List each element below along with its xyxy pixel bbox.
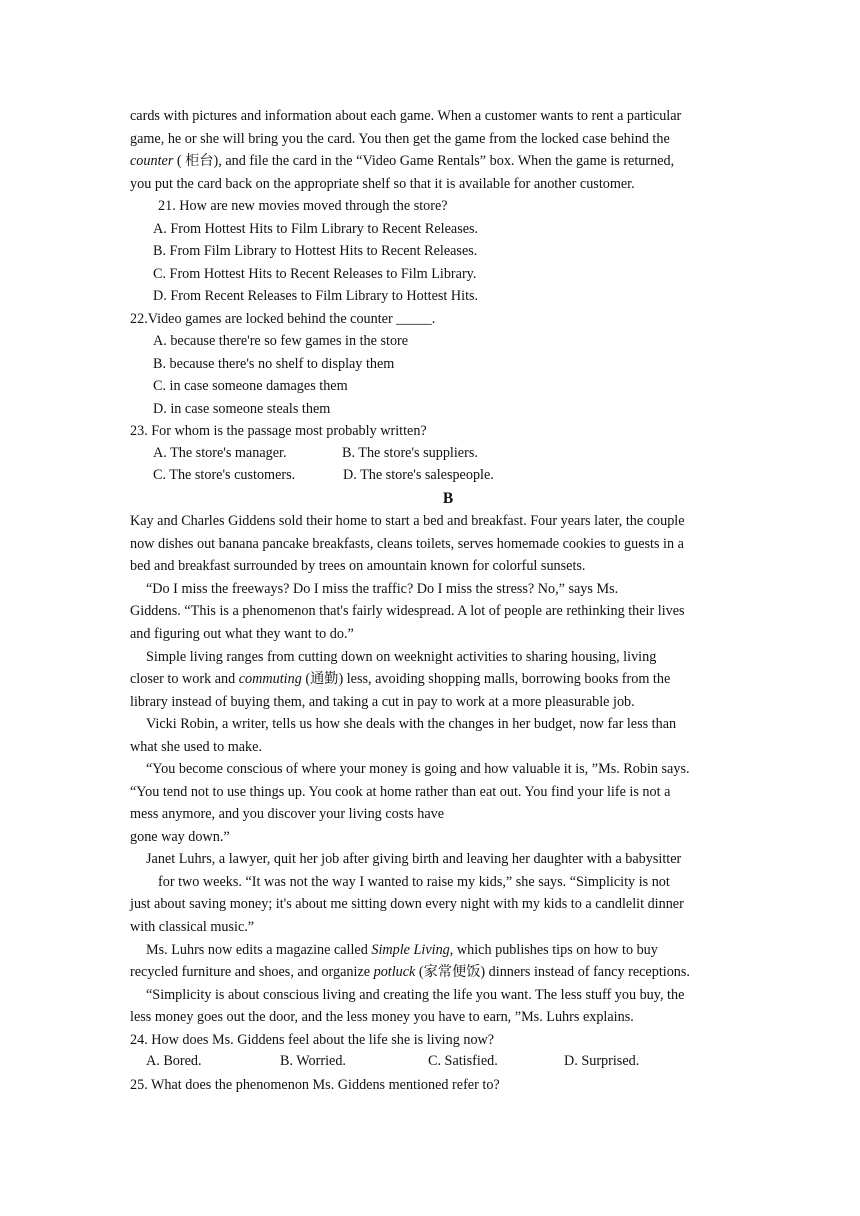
question-21-option-a: A. From Hottest Hits to Film Library to Recent Releases. (153, 221, 479, 237)
passage-b-line: what she used to make. (130, 739, 262, 755)
passage-b-line: now dishes out banana pancake breakfasts, cleans toilets, serves homemade cookies to guests in a (130, 536, 684, 552)
passage-b-text: (家常便饭) dinners instead of fancy receptions. (415, 964, 690, 980)
passage-a-line: game, he or she will bring you the card. You then get the game from the locked case behind the (130, 131, 670, 147)
question-23-option-b: B. The store's suppliers. (342, 445, 478, 461)
passage-b-text: recycled furniture and shoes, and organize (130, 964, 374, 980)
passage-b-line: just about saving money; it's about me sitting down every night with my kids to a candlelit dinner (130, 896, 684, 912)
commuting-word: commuting (238, 671, 302, 687)
passage-b-text: closer to work and (130, 671, 239, 687)
passage-b-line: “You become conscious of where your money is going and how valuable it is, ”Ms. Robin says. (146, 761, 690, 777)
question-21-option-c: C. From Hottest Hits to Recent Releases to Film Library. (153, 266, 477, 282)
question-23-stem: 23. For whom is the passage most probably written? (130, 423, 427, 439)
passage-a-line (130, 152, 674, 170)
passage-b-line: “Simplicity is about conscious living and creating the life you want. The less stuff you buy, the (146, 987, 685, 1003)
passage-a-text: , and file the card in the “Video Game Rentals” box. When the game is returned, (218, 153, 675, 169)
passage-b-line (146, 941, 658, 959)
question-22-stem: 22.Video games are locked behind the counter _____. (130, 311, 436, 327)
question-24-option-d: D. Surprised. (564, 1053, 640, 1069)
question-22-option-c: C. in case someone damages them (153, 378, 348, 394)
passage-b-line: bed and breakfast surrounded by trees on amountain known for colorful sunsets. (130, 558, 586, 574)
question-21-stem: 21. How are new movies moved through the store? (158, 198, 448, 214)
passage-b-line: Simple living ranges from cutting down on weeknight activities to sharing housing, living (146, 649, 657, 665)
question-25-stem: 25. What does the phenomenon Ms. Giddens mentioned refer to? (130, 1077, 500, 1093)
question-24-option-a: A. Bored. (146, 1053, 202, 1069)
passage-b-line: Giddens. “This is a phenomenon that's fairly widespread. A lot of people are rethinking their lives (130, 603, 685, 619)
passage-b-line: less money goes out the door, and the less money you have to earn, ”Ms. Luhrs explains. (130, 1009, 634, 1025)
question-22-option-a: A. because there're so few games in the store (153, 333, 409, 349)
passage-b-line: “You tend not to use things up. You cook at home rather than eat out. You find your life is not a (130, 784, 671, 800)
passage-b-line: and figuring out what they want to do.” (130, 626, 354, 642)
question-24-option-c: C. Satisfied. (428, 1053, 498, 1069)
passage-b-line: Vicki Robin, a writer, tells us how she deals with the changes in her budget, now far less than (146, 716, 677, 732)
passage-b-line: for two weeks. “It was not the way I wanted to raise my kids,” she says. “Simplicity is not (158, 874, 670, 890)
counter-word: counter (130, 153, 174, 169)
passage-b-line: mess anymore, and you discover your living costs have (130, 806, 445, 822)
passage-b-line: Kay and Charles Giddens sold their home to start a bed and breakfast. Four years later, the couple (130, 513, 685, 529)
question-23-option-a: A. The store's manager. (153, 445, 287, 461)
passage-b-text: , which publishes tips on how to buy (449, 942, 658, 958)
question-24-option-b: B. Worried. (280, 1053, 346, 1069)
passage-b-text: Ms. Luhrs now edits a magazine called (146, 942, 372, 958)
passage-a-line: cards with pictures and information about each game. When a customer wants to rent a particular (130, 108, 682, 124)
passage-b-line: gone way down.” (130, 829, 230, 845)
question-22-option-b: B. because there's no shelf to display them (153, 356, 395, 372)
magazine-title: Simple Living (371, 942, 450, 958)
passage-b-line (130, 670, 670, 688)
question-24-stem: 24. How does Ms. Giddens feel about the life she is living now? (130, 1032, 495, 1048)
question-22-option-d: D. in case someone steals them (153, 401, 331, 417)
passage-a-line: you put the card back on the appropriate shelf so that it is available for another customer. (130, 176, 635, 192)
counter-gloss: ( 柜台) (176, 153, 219, 169)
question-21-option-b: B. From Film Library to Hottest Hits to Recent Releases. (153, 243, 478, 259)
passage-b-text: (通勤) less, avoiding shopping malls, borrowing books from the (301, 671, 671, 687)
passage-b-line: with classical music.” (130, 919, 255, 935)
question-21-option-d: D. From Recent Releases to Film Library to Hottest Hits. (153, 288, 479, 304)
section-b-heading: B (442, 490, 454, 507)
passage-b-line: “Do I miss the freeways? Do I miss the traffic? Do I miss the stress? No,” says Ms. (146, 581, 619, 597)
question-23-option-d: D. The store's salespeople. (343, 467, 494, 483)
question-23-option-c: C. The store's customers. (153, 467, 296, 483)
passage-b-line (130, 963, 690, 981)
passage-b-line: library instead of buying them, and taking a cut in pay to work at a more pleasurable job. (130, 694, 635, 710)
passage-b-line: Janet Luhrs, a lawyer, quit her job after giving birth and leaving her daughter with a babysitter (146, 851, 682, 867)
potluck-word: potluck (373, 964, 416, 980)
